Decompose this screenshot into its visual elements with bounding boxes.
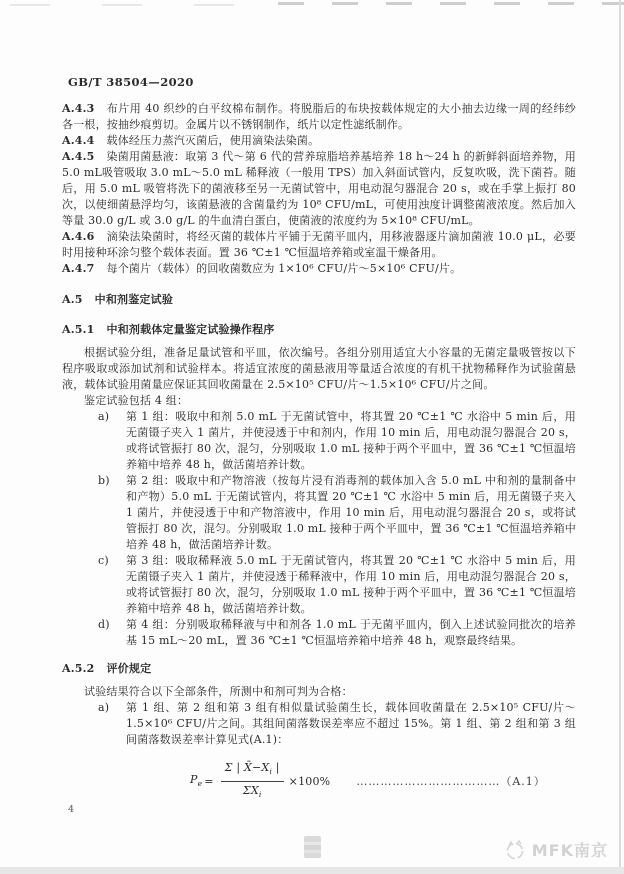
clause-text: 滴染法染菌时，将经灭菌的载体片平铺于无菌平皿内，用移液器逐片滴加菌液 10.0 μL，必要时用接种环涂匀整个载体表面。置 36 ℃±1 ℃恒温培养箱或室温干燥备用。	[62, 230, 576, 259]
equation-denominator: $\Sigma X_i$	[242, 784, 262, 800]
list-label: b)	[98, 474, 110, 487]
scan-edge-bottom	[0, 867, 624, 874]
equation-reference: ………………………………（A.1）	[356, 774, 546, 788]
list-item-group-4	[62, 617, 576, 649]
paragraph-a51-procedure: 根据试验分组，准备足量试管和平皿，依次编号。各组分别用适宜大小容量的无菌定量吸管按以下程序吸取或添加试剂和试验样本。将适宜浓度的菌悬液用等量适合浓度的有机干扰物稀释作为试验菌悬液，载体试验用菌量应保证其回收菌量在 2.5×10⁵ CFU/片～1.5×10⁶ CFU/片之间。	[62, 346, 576, 391]
clause-a446	[62, 229, 576, 261]
watermark	[504, 838, 608, 861]
section-heading-a51	[62, 322, 576, 338]
section-number: A.5.1	[62, 323, 95, 336]
section-number: A.5	[62, 293, 83, 306]
clause-a447	[62, 261, 576, 277]
mfk-logo-icon	[504, 839, 526, 861]
section-heading-a5	[62, 292, 576, 308]
list-label: d)	[98, 618, 110, 631]
list-item-group-2	[62, 473, 576, 553]
equation-numerator: Σ | $X̄-X_i$ |	[221, 760, 284, 782]
scan-artifact-bottom-center	[304, 836, 321, 858]
scan-artifact-top-left	[10, 4, 260, 6]
list-label: c)	[98, 554, 109, 567]
clause-number: A.4.3	[62, 102, 95, 115]
clause-a443	[62, 101, 576, 133]
page-body	[62, 74, 576, 803]
list-item-group-3	[62, 553, 576, 617]
list-text: 第 2 组：吸取中和产物溶液（按每片浸有消毒剂的载体加入含 5.0 mL 中和剂的量制备中和产物）5.0 mL 于无菌试管内，将其置 20 ℃±1 ℃ 水浴中 5 min 后，用无菌镊子夹入 1 菌片，并使浸透于中和产物溶液中，作用 10 min 后，用电动混匀器混合 20 s，或将试管振打 80 次，混匀。分别吸取 1.0 mL 接种于两个平皿中，置 36 ℃±1 ℃恒温培养箱中培养 48 h，做活菌培养计数。	[126, 474, 576, 551]
equation-equals: =	[204, 774, 214, 788]
list-label: a)	[98, 701, 110, 714]
paragraph-a51-groups-intro: 鉴定试验包括 4 组：	[84, 394, 189, 407]
clause-a444	[62, 133, 576, 149]
section-heading-a52	[62, 661, 576, 677]
section-title: 评价规定	[106, 662, 152, 675]
clause-text: 染菌用菌悬液：取第 3 代～第 6 代的营养琼脂培养基培养 18 h～24 h 的新鲜斜面培养物，用 5.0 mL吸管吸取 3.0 mL～5.0 mL 稀释液（一般用 TPS）加入斜面试管内，反复吹吸，洗下菌苔。随后，用 5.0 mL 吸管将洗下的菌液移至另一无菌试管中，用电动混匀器混合 20 s，或在手掌上振打 80 次，以使细菌悬浮均匀，该菌悬液的含菌量约为 10⁸ CFU/mL，可使用浊度计调整菌液浓度。然后加入等量 30.0 g/L 或 3.0 g/L 的牛血清白蛋白，使菌液的浓度约为 5×10⁸ CFU/mL。	[62, 150, 576, 227]
clause-text: 载体经压力蒸汽灭菌后，使用滴染法染菌。	[106, 134, 320, 147]
list-text: 第 1 组：吸取中和剂 5.0 mL 于无菌试管中，将其置 20 ℃±1 ℃ 水浴中 5 min 后，用无菌镊子夹入 1 菌片，并使浸透于中和剂内，作用 10 min 后，用电动混匀器混合 20 s，或将试管振打 80 次，混匀，分别吸取 1.0 mL 接种于两个平皿中，置 36 ℃±1 ℃恒温培养箱中培养 48 h，做活菌培养计数。	[126, 410, 576, 471]
list-item-group-1	[62, 409, 576, 473]
clause-number: A.4.5	[62, 150, 95, 163]
list-text: 第 3 组：吸取稀释液 5.0 mL 于无菌试管内，将其置 20 ℃±1 ℃ 水浴中 5 min 后，用无菌镊子夹入 1 菌片，并使浸透于稀释液中，作用 10 min 后，用电动混匀器混合 20 s，或将试管振打 80 次，混匀，分别吸取 1.0 mL 接种于两个平皿中，置 36 ℃±1 ℃恒温培养箱中培养 48 h，做活菌培养计数。	[126, 554, 576, 615]
clause-number: A.4.4	[62, 134, 95, 147]
equation-multiplier: ×100%	[288, 774, 331, 788]
section-number: A.5.2	[62, 662, 95, 675]
scan-artifact-top	[278, 2, 624, 5]
list-label: a)	[98, 410, 110, 423]
section-title: 中和剂载体定量鉴定试验操作程序	[106, 323, 275, 336]
equation-lhs: $P_e$	[190, 772, 203, 788]
list-item-eval-a	[62, 700, 576, 748]
equation-fraction	[221, 760, 284, 803]
watermark-text: MFK南京	[531, 841, 608, 860]
clause-number: A.4.6	[62, 230, 95, 243]
paragraph-a52-intro: 试验结果符合以下全部条件，所测中和剂可判为合格：	[84, 685, 353, 698]
clause-number: A.4.7	[62, 262, 95, 275]
scan-edge-right	[619, 0, 621, 867]
equation-a1	[190, 760, 576, 803]
standard-number: GB/T 38504—2020	[68, 75, 194, 89]
section-title: 中和剂鉴定试验	[94, 293, 174, 306]
list-text: 第 1 组、第 2 组和第 3 组有相似量试验菌生长，载体回收菌量在 2.5×10⁵ CFU/片～1.5×10⁶ CFU/片之间。其组间菌落数误差率应不超过 15%。第 1 组、第 2 组和第 3 组间菌落数误差率计算见式(A.1)：	[126, 701, 576, 746]
list-text: 第 4 组：分别吸取稀释液与中和剂各 1.0 mL 于无菌平皿内，倒入上述试验同批次的培养基 15 mL～20 mL，置 36 ℃±1 ℃恒温培养箱中培养 48 h，观察最终结果。	[126, 618, 576, 647]
clause-text: 布片用 40 织纱的白平纹棉布制作。将脱脂后的布块按载体规定的大小抽去边缘一周的经纬纱各一根，按抽纱痕剪切。金属片以不锈钢制作，纸片以定性滤纸制作。	[62, 102, 576, 131]
page-number: 4	[68, 804, 75, 815]
clause-a445	[62, 149, 576, 229]
clause-text: 每个菌片（载体）的回收菌数应为 1×10⁶ CFU/片～5×10⁶ CFU/片。	[106, 262, 462, 275]
